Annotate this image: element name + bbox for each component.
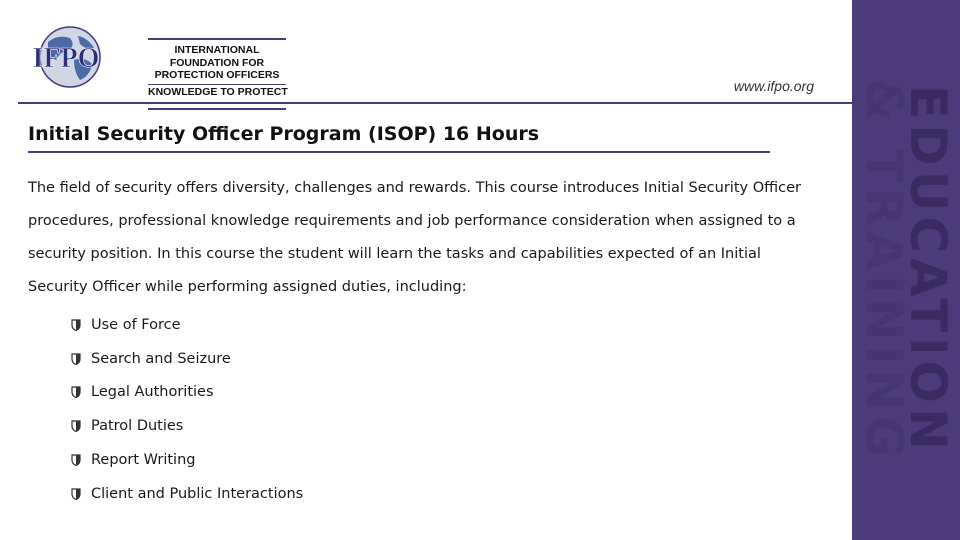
topic-list	[70, 308, 303, 511]
ifpo-logo	[18, 20, 288, 98]
shield-bullet-icon	[70, 420, 82, 432]
sidebar-line-training: & TRAINING	[855, 77, 913, 463]
header-divider	[18, 102, 852, 104]
topic-label: Client and Public Interactions	[91, 485, 304, 502]
list-item	[70, 376, 303, 410]
title-underline	[28, 151, 770, 153]
shield-bullet-icon	[70, 319, 82, 331]
list-item	[70, 409, 303, 443]
topic-label: Report Writing	[91, 452, 196, 469]
description-line: security position. In this course the student will learn the tasks and capabilities expected of an Initial	[28, 246, 761, 262]
sidebar-line-education: EDUCATION	[899, 85, 957, 455]
globe-logo-icon	[18, 20, 114, 94]
website-url: www.ifpo.org	[733, 78, 814, 94]
list-item	[70, 443, 303, 477]
shield-bullet-icon	[70, 353, 82, 365]
logo-line: INTERNATIONAL	[174, 44, 260, 56]
page-title: Initial Security Officer Program (ISOP) 16 Hours	[28, 123, 540, 145]
list-item	[70, 308, 303, 342]
sidebar-text	[855, 0, 957, 540]
description-line: The field of security offers diversity, challenges and rewards. This course introduces Initial Security Officer	[28, 180, 801, 196]
logo-line: PROTECTION OFFICERS	[154, 69, 280, 81]
logo-tagline: KNOWLEDGE TO PROTECT	[148, 85, 288, 98]
topic-label: Use of Force	[91, 316, 181, 333]
course-description	[28, 172, 828, 304]
topic-label: Legal Authorities	[91, 384, 214, 401]
list-item	[70, 342, 303, 376]
logo-acronym: IFPO	[32, 43, 100, 74]
list-item	[70, 477, 303, 511]
shield-bullet-icon	[70, 454, 82, 466]
topic-label: Search and Seizure	[91, 350, 231, 367]
description-line: Security Officer while performing assigned duties, including:	[28, 279, 467, 295]
topic-label: Patrol Duties	[91, 418, 184, 435]
logo-line: FOUNDATION FOR	[169, 56, 265, 69]
shield-bullet-icon	[70, 386, 82, 398]
logo-wordmark	[148, 38, 286, 110]
description-line: procedures, professional knowledge requirements and job performance consideration when assigned to a	[28, 213, 796, 229]
education-training-sidebar	[852, 0, 960, 540]
shield-bullet-icon	[70, 488, 82, 500]
